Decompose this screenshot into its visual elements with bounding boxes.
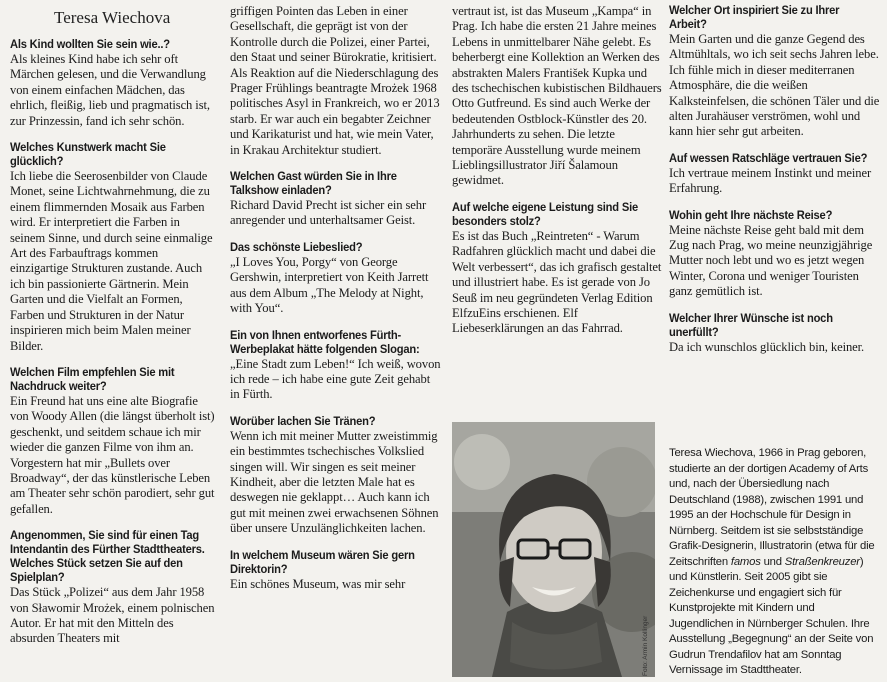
- question: Welchen Film empfehlen Sie mit Nachdruck weiter?: [10, 366, 175, 393]
- column-3: [452, 4, 662, 349]
- author-bio: [669, 446, 881, 679]
- answer: Ich liebe die Seerosenbilder von Claude Monet, seine Lichtwahrnehmung, die zu einem flimmernden Mosaik aus Farben wird. Er interpretiert die Farben in seinem Sinne, und durch seine einmalige Art des Farbauftrags kommen einzigartige Strukturen zustande. Auch ich bin passionierte Gärtnerin. Mein Garten und die Vielfalt an Formen, Farben und Strukturen in der Natur inspirieren mich beim Malen meiner Bilder.: [10, 169, 213, 353]
- qa-block: [10, 38, 217, 129]
- answer: Richard David Precht ist sicher ein sehr anregender und unterhaltsamer Geist.: [230, 198, 427, 228]
- qa-block: [669, 209, 881, 300]
- bio-text: ) und Künstlerin. Seit 2005 gibt sie Zeichenkurse und engagiert sich für Kunstprojekte mit Kindern und Jugendlichen in Nürnberger Schulen. Ihre Ausstellung „Begegnung“ an der Seite von Gudrun Trendafilov hat am Sonntag Vernissage im Stadttheater.: [669, 555, 874, 676]
- question: Welcher Ort inspiriert Sie zu Ihrer Arbeit?: [669, 5, 840, 31]
- question: Als Kind wollten Sie sein wie..?: [10, 39, 170, 51]
- answer: „I Loves You, Porgy“ von George Gershwin, interpretiert von Keith Jarrett aus dem Album „The Melody at Night, with You“.: [230, 254, 429, 316]
- question: Wohin geht Ihre nächste Reise?: [669, 209, 833, 222]
- column-4: [669, 4, 881, 367]
- question: Angenommen, Sie sind für einen Tag Intendantin des Fürther Stadttheaters. Welches Stück setzen Sie auf den Spielplan?: [10, 530, 205, 585]
- photo-credit: Foto: Armin Kollinger: [642, 615, 649, 676]
- question: Auf welche eigene Leistung sind Sie besonders stolz?: [452, 201, 638, 228]
- portrait-photo: [452, 422, 655, 677]
- answer-continued: griffigen Pointen das Leben in einer Gesellschaft, die geprägt ist von der Kontrolle durch die Polizei, einer Partei, den Staat und seiner Bürokratie, kritisiert. Als Reaktion auf die Niederschlagung des Prager Frühlings beantragte Mrożek 1968 politisches Asyl in Frankreich, wo er 2013 starb. Er war auch ein begabter Zeichner und Karikaturist und hat, wie mein Vater, in Krakau Architektur studiert.: [230, 4, 440, 157]
- column-1: [10, 4, 217, 659]
- question: Auf wessen Ratschläge vertrauen Sie?: [669, 152, 868, 165]
- qa-block: [230, 329, 442, 403]
- column-2: [230, 4, 442, 604]
- qa-block: [230, 241, 442, 317]
- qa-block: [230, 170, 442, 229]
- qa-block: [669, 312, 881, 355]
- answer: Ein schönes Museum, was mir sehr: [230, 576, 406, 591]
- answer: Als kleines Kind habe ich sehr oft Märchen gelesen, und die Verwandlung von einem einfachen Mädchen, das ehrlich, fleißig, lieb und pragmatisch ist, zur Prinzessin, fand ich sehr schön.: [10, 52, 210, 128]
- portrait-illustration: [452, 422, 655, 677]
- question: In welchem Museum wären Sie gern Direktorin?: [230, 549, 415, 576]
- qa-block: [452, 201, 662, 337]
- question: Ein von Ihnen entworfenes Fürth-Werbeplakat hätte folgenden Slogan:: [230, 329, 420, 356]
- answer: Wenn ich mit meiner Mutter zweistimmig ein bestimmtes tschechisches Volkslied singen will. Wir singen es seit meiner Kindheit, aber die letzten Male hat es deswegen nie geklappt… Auch kann ich gut mit meinen zwei erwachsenen Söhnen über unsere Unzulänglichkeiten lachen.: [230, 428, 439, 536]
- answer: Meine nächste Reise geht bald mit dem Zug nach Prag, wo meine neunzigjährige Mutter noch lebt und wo es jetzt wegen Winter, Corona und weniger Touristen ganz gemütlich ist.: [669, 222, 873, 299]
- answer: Da ich wunschlos glücklich bin, keiner.: [669, 339, 865, 354]
- answer: „Eine Stadt zum Leben!“ Ich weiß, wovon ich rede – ich habe eine gute Zeit gehabt in Fürth.: [230, 356, 441, 402]
- question: Welchen Gast würden Sie in Ihre Talkshow einladen?: [230, 171, 397, 198]
- question: Welches Kunstwerk macht Sie glücklich?: [10, 142, 166, 169]
- qa-block: [452, 4, 662, 189]
- answer: Ein Freund hat uns eine alte Biografie von Woody Allen (die längst überholt ist) geschenkt, und seitdem schaue ich mir wieder die ganzen Filme von ihm an. Vorgestern hat mir „Bullets over Broadway“, der das künstlerische Leben am Theater sehr schön parodiert, sehr gut gefallen.: [10, 393, 215, 516]
- question: Worüber lachen Sie Tränen?: [230, 415, 376, 428]
- question: Das schönste Liebeslied?: [230, 241, 363, 254]
- answer: Das Stück „Polizei“ aus dem Jahr 1958 von Sławomir Mrożek, einem polnischen Autor. Er hat mit den Mitteln des absurden Theaters mit: [10, 585, 215, 646]
- qa-block: [669, 152, 881, 197]
- answer: Es ist das Buch „Reintreten“ - Warum Radfahren glücklich macht und dabei die Welt verbessert“, das ich grafisch gestaltet und illustriert habe. Es ist gerade von Jo Seuß im neu gegründeten Verlag Edition ElfzuEins erschienen. Elf Liebeserklärungen an das Fahrrad.: [452, 228, 662, 336]
- answer-continued: vertraut ist, ist das Museum „Kampa“ in Prag. Ich habe die ersten 21 Jahre meines Lebens in unmittelbarer Nähe gelebt. Es beherbergt eine Kollektion an Werken des abstrakten Malers František Kupka und des tschechischen kubistischen Bildhauers Otto Gutfreund. Es sind auch Werke der bedeutenden Ostblock-Künstler des 20. Jahrhunderts zu sehen. Die letzte temporäre Ausstellung wurde meinem Lieblingsillustrator Jiří Šalamoun gewidmet.: [452, 4, 662, 188]
- qa-block: [230, 549, 442, 592]
- bio-text: Teresa Wiechova, 1966 in Prag geboren, studierte an der dortigen Academy of Arts und, nach der Übersiedlung nach Deutschland (1988), zwischen 1991 und 1995 an der Hochschule für Design in Nürnberg. Seitdem ist sie selbstständige Grafik-Designerin, Illustratorin (etwa für die Zeitschriften: [669, 447, 875, 568]
- answer: Mein Garten und die ganze Gegend des Altmühltals, wo ich seit sechs Jahren lebe. Ich fühle mich in dieser mediterranen Atmosphäre, die die weißen Kalksteinfelsen, die schönen Täler und die alten Jurahäuser verströmen, wohl und kann hier sehr gut arbeiten.: [669, 32, 880, 139]
- author-name: Teresa Wiechova: [54, 8, 171, 27]
- bio-magazine: Straßenkreuzer: [784, 555, 860, 568]
- qa-block: [669, 4, 881, 140]
- qa-block: [10, 141, 217, 354]
- qa-block: [10, 366, 217, 517]
- qa-block: [230, 415, 442, 537]
- bio-text: und: [760, 555, 785, 568]
- question: Welcher Ihrer Wünsche ist noch unerfüllt?: [669, 312, 833, 339]
- bio-magazine: famos: [730, 555, 761, 568]
- answer: Ich vertraue meinem Instinkt und meiner Erfahrung.: [669, 165, 872, 196]
- qa-block: [230, 4, 442, 158]
- qa-block: [10, 529, 217, 647]
